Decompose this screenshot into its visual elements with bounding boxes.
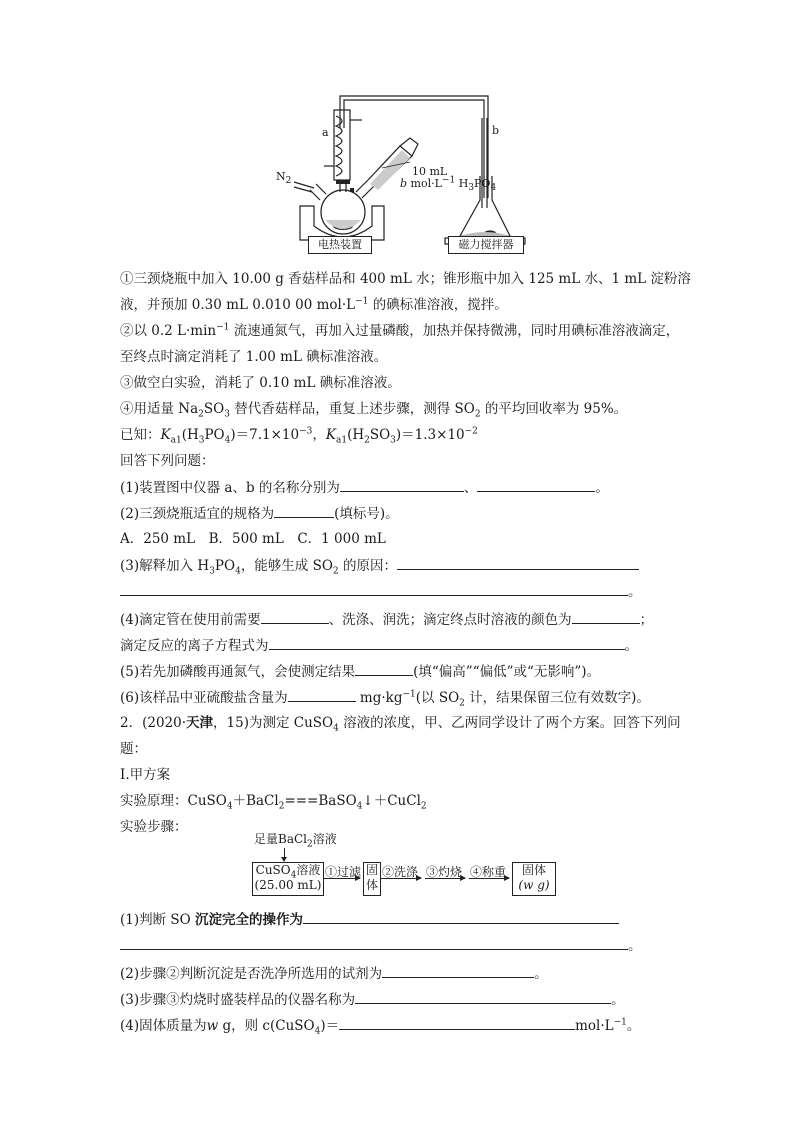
flow-diagram bbox=[250, 830, 570, 900]
q1-part-3: (3)解释加入 $H_3PO_4$，能够生成 $SO_2$ 的原因： bbox=[120, 556, 639, 575]
flow-start-box: CuSO$_4$溶液 (25.00 mL) bbox=[252, 862, 324, 896]
answer-blank-reason-1[interactable] bbox=[397, 556, 639, 570]
flow-final-box: 固体 (w g) bbox=[512, 862, 556, 896]
flow-step-4: ④称重 bbox=[470, 865, 507, 879]
apparatus-drawing bbox=[270, 88, 530, 260]
q2-intro-cont: 题： bbox=[120, 741, 147, 757]
q2-part-3: (3)步骤③灼烧时盛装样品的仪器名称为 。 bbox=[120, 992, 625, 1008]
apparatus-figure bbox=[270, 88, 530, 260]
q1-part-6: (6)该样品中亚硫酸盐含量为 $mg\cdot kg^{-1}$(以 $SO_2$ 计，结果保留三位有效数字)。 bbox=[120, 689, 650, 709]
flow-step-2: ②洗涤 bbox=[382, 865, 419, 879]
q1-part-5: (5)若先加磷酸再通氮气，会使测定结果 (填“偏高”“偏低”或“无影响”)。 bbox=[120, 664, 601, 680]
answer-blank-content[interactable] bbox=[288, 688, 356, 702]
answer-blank-color[interactable] bbox=[572, 610, 640, 624]
q1-line-5: ③做空白实验，消耗了 0.10 mL 碘标准溶液。 bbox=[120, 375, 401, 391]
q2-part-1: (1)判断 SO 沉淀完全的操作为 bbox=[120, 910, 619, 929]
flow-step-3: ③灼烧 bbox=[426, 865, 463, 879]
q2-plan-title: Ⅰ.甲方案 bbox=[120, 767, 171, 783]
label-a: a bbox=[322, 126, 329, 139]
q2-steps-label: 实验步骤： bbox=[120, 819, 188, 835]
q1-part-1: (1)装置图中仪器 a、b 的名称分别为 、 。 bbox=[120, 480, 609, 496]
q2-part-4: (4)固体质量为w g，则 c(CuSO$_4$)＝ $mol\cdot L^{-1}$。 bbox=[120, 1017, 641, 1037]
q2-part-2: (2)步骤②判断沉淀是否洗净所选用的试剂为 。 bbox=[120, 966, 548, 982]
answer-blank-flask-size[interactable] bbox=[274, 504, 334, 518]
q1-answer-prompt: 回答下列问题： bbox=[120, 453, 215, 469]
q2-principle: 实验原理：CuSO$_4$＋BaCl$_2$===BaSO$_4$↓＋CuCl$_2$ bbox=[120, 793, 427, 812]
q2-intro: 2．(2020·天津，15)为测定 CuSO$_4$ 溶液的浓度，甲、乙两同学设计了两个方案。回答下列问 bbox=[120, 715, 681, 734]
q1-known-constants: 已知：$K_{a1}(H_3PO_4)=7.1\times 10^{-3}$，$K_{a1}(H_2SO_3)=1.3\times 10^{-2}$ bbox=[120, 426, 478, 446]
flow-solid-box: 固 体 bbox=[363, 862, 381, 896]
q2-part-1-cont: 。 bbox=[120, 936, 642, 955]
q1-line-1: ①三颈烧瓶中加入 10.00 g 香菇样品和 400 mL 水；锥形瓶中加入 125 mL 水、1 mL 淀粉溶 bbox=[120, 271, 691, 287]
label-concentration: b $mol\cdot L^{-1}$ $H_3PO_4$ bbox=[400, 175, 497, 194]
q1-part-4: (4)滴定管在使用前需要 、洗涤、润洗；滴定终点时溶液的颜色为 ； bbox=[120, 612, 654, 628]
flow-reagent: 足量BaCl$_2$溶液 bbox=[254, 832, 337, 850]
answer-blank-complete[interactable] bbox=[303, 910, 619, 924]
flow-step-1: ①过滤 bbox=[325, 865, 362, 879]
label-n2: $N_2$ bbox=[276, 170, 292, 187]
heater-label: 电热装置 bbox=[308, 236, 372, 254]
q1-part-4-cont: 滴定反应的离子方程式为 。 bbox=[120, 638, 638, 654]
q1-part-2: (2)三颈烧瓶适宜的规格为 (填标号)。 bbox=[120, 506, 399, 522]
q1-line-3: ②以 0.2 $L\cdot\min^{-1}$ 流速通氮气，再加入过量磷酸，加热并保持微沸，同时用碘标准溶液滴定， bbox=[120, 322, 680, 339]
answer-blank-a[interactable] bbox=[340, 478, 464, 492]
answer-blank-b[interactable] bbox=[477, 478, 595, 492]
q1-line-2: 液，并预加 0.30 mL 0.010 00 $mol\cdot L^{-1}$ 的碘标准溶液，搅拌。 bbox=[120, 296, 508, 313]
answer-blank-reagent[interactable] bbox=[382, 964, 534, 978]
answer-blank-complete-2[interactable] bbox=[120, 936, 628, 950]
stirrer-label: 磁力搅拌器 bbox=[448, 236, 524, 254]
q1-part-2-options: A．250 mL B．500 mL C．1 000 mL bbox=[120, 531, 386, 547]
label-b: b bbox=[492, 124, 500, 137]
answer-blank-concentration[interactable] bbox=[339, 1016, 575, 1030]
q1-line-6: ④用适量 $Na_2SO_3$ 替代香菇样品，重复上述步骤，测得 $SO_2$ 的平均回收率为 95%。 bbox=[120, 401, 628, 420]
q1-line-4: 至终点时滴定消耗了 1.00 mL 碘标准溶液。 bbox=[120, 349, 388, 365]
answer-blank-effect[interactable] bbox=[355, 662, 413, 676]
answer-blank-ionic-equation[interactable] bbox=[269, 636, 625, 650]
answer-blank-prep[interactable] bbox=[261, 610, 329, 624]
answer-blank-instrument[interactable] bbox=[355, 990, 611, 1004]
answer-blank-reason-2[interactable] bbox=[120, 582, 628, 596]
q1-part-3-cont: 。 bbox=[120, 582, 642, 601]
label-volume: 10 mL bbox=[412, 165, 448, 178]
